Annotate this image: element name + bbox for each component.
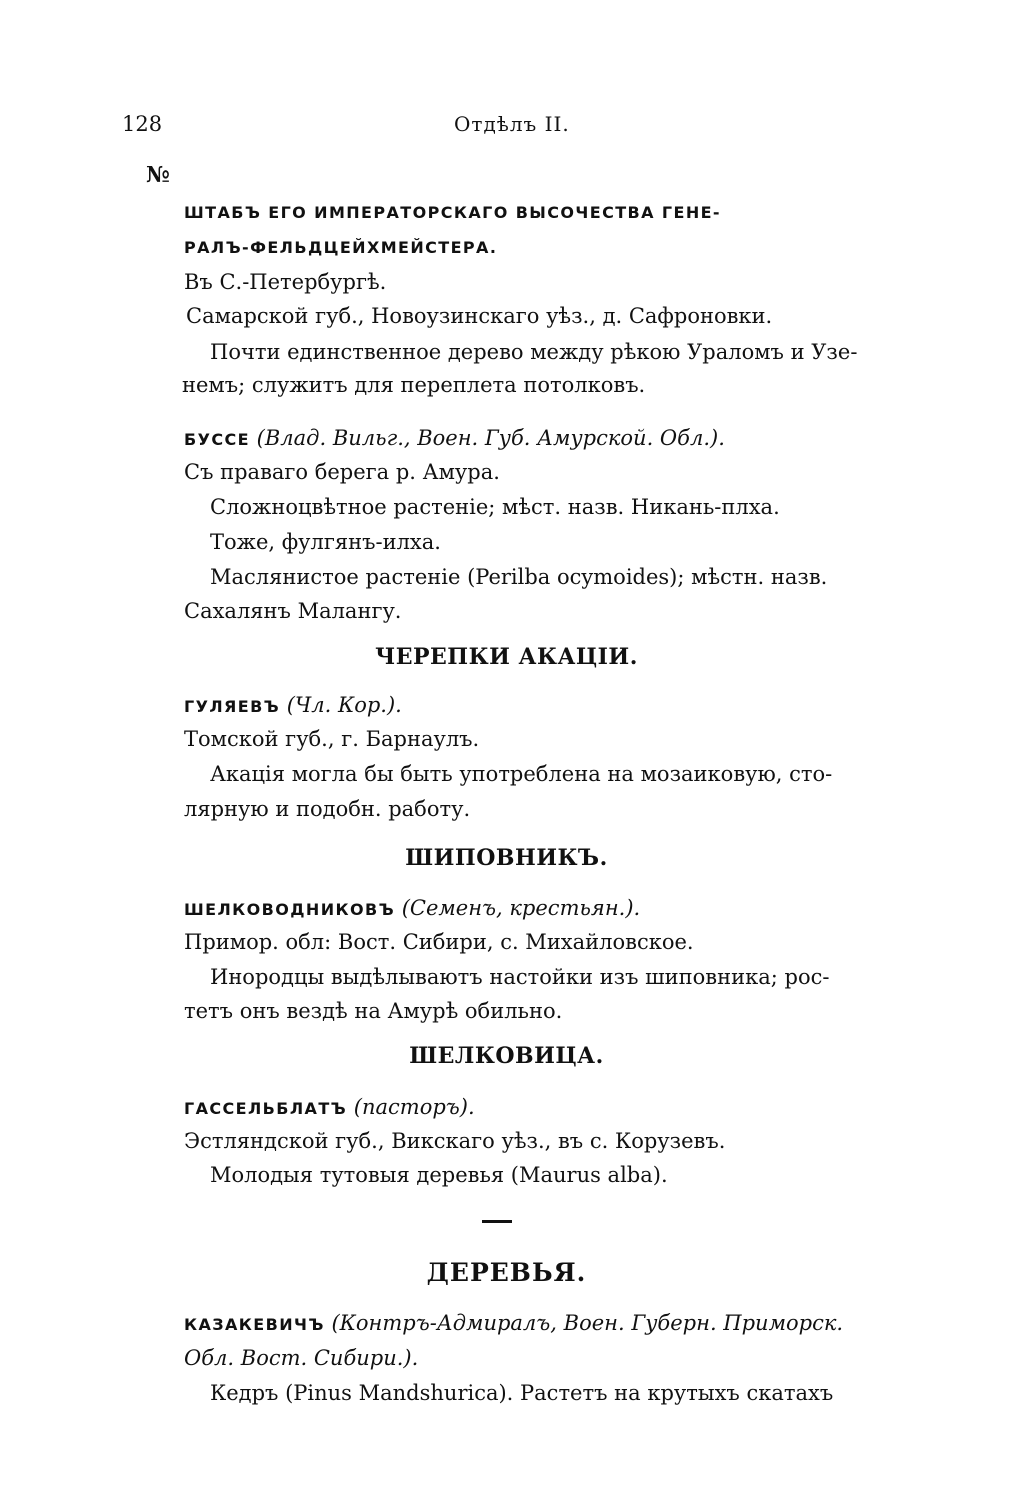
entry2-name: БУССЕ xyxy=(184,430,250,449)
section4-name: КАЗАКЕВИЧЪ xyxy=(184,1315,325,1334)
entry2-item2: Тоже, фулгянъ-илха. xyxy=(210,530,441,554)
section3-title: (пасторъ). xyxy=(353,1095,475,1119)
section2-desc-line1: Инородцы выдѣлываютъ настойки изъ шиповника; рос- xyxy=(210,965,830,989)
running-head: Отдѣлъ II. xyxy=(454,112,570,136)
section4-header xyxy=(184,1308,843,1340)
entry2-item3-line2: Сахалянъ Малангу. xyxy=(184,599,402,623)
section1-desc-line1: Акація могла бы быть употреблена на мозаиковую, сто- xyxy=(210,762,833,786)
entry2-title: (Влад. Вильг., Воен. Губ. Амурской. Обл.). xyxy=(256,426,725,450)
section1-title: (Чл. Кор.). xyxy=(286,693,402,717)
section1-header xyxy=(184,690,402,722)
section2-name: ШЕЛКОВОДНИКОВЪ xyxy=(184,900,395,919)
section3-heading: ШЕЛКОВИЦА. xyxy=(409,1043,604,1069)
section2-heading: ШИПОВНИКЪ. xyxy=(405,845,608,871)
section2-title: (Семенъ, крестьян.). xyxy=(401,896,641,920)
section1-heading: ЧЕРЕПКИ АКАЦІИ. xyxy=(375,644,638,670)
entry2-item3-line1: Маслянистое растеніе (Perilba ocymoides); мѣстн. назв. xyxy=(210,565,828,589)
page-number: 128 xyxy=(122,112,163,136)
section3-location: Эстляндской губ., Викскаго уѣз., въ с. Корузевъ. xyxy=(184,1129,726,1153)
entry2-item1: Сложноцвѣтное растеніе; мѣст. назв. Никань-плха. xyxy=(210,495,780,519)
entry1-name-line1: ШТАБЪ ЕГО ИМПЕРАТОРСКАГО ВЫСОЧЕСТВА ГЕНЕ- xyxy=(184,203,721,222)
section2-location: Примор. обл: Вост. Сибири, с. Михайловское. xyxy=(184,930,694,954)
section1-location: Томской губ., г. Барнаулъ. xyxy=(184,727,480,751)
entry1-city: Въ С.-Петербургѣ. xyxy=(184,270,387,294)
section3-name: ГАССЕЛЬБЛАТЪ xyxy=(184,1099,348,1118)
entry1-location: Самарской губ., Новоузинскаго уѣз., д. Сафроновки. xyxy=(186,304,773,328)
entry2-header xyxy=(184,423,725,455)
entry1-desc-line2: немъ; служитъ для переплета потолковъ. xyxy=(182,373,646,397)
section4-title-line1: (Контръ-Адмиралъ, Воен. Губерн. Приморск. xyxy=(331,1311,844,1335)
section2-desc-line2: тетъ онъ вездѣ на Амурѣ обильно. xyxy=(184,999,563,1023)
entry2-location: Съ праваго берега р. Амура. xyxy=(184,460,500,484)
section3-desc: Молодыя тутовыя деревья (Maurus alba). xyxy=(210,1163,668,1187)
section-divider-dash xyxy=(482,1220,512,1223)
entry1-name-line2: РАЛЪ-ФЕЛЬДЦЕЙХМЕЙСТЕРА. xyxy=(184,238,498,257)
section1-desc-line2: лярную и подобн. работу. xyxy=(184,797,471,821)
section3-header xyxy=(184,1092,475,1124)
section1-name: ГУЛЯЕВЪ xyxy=(184,697,281,716)
section4-heading: ДЕРЕВЬЯ. xyxy=(426,1258,587,1287)
numero-sign: № xyxy=(146,162,170,188)
page-header xyxy=(0,112,1013,142)
section4-title-line2: Обл. Вост. Сибири.). xyxy=(184,1346,419,1370)
section2-header xyxy=(184,893,640,925)
entry1-desc-line1: Почти единственное дерево между рѣкою Ураломъ и Узе- xyxy=(210,340,858,364)
section4-desc-line1: Кедръ (Pinus Mandshurica). Растетъ на крутыхъ скатахъ xyxy=(210,1381,834,1405)
